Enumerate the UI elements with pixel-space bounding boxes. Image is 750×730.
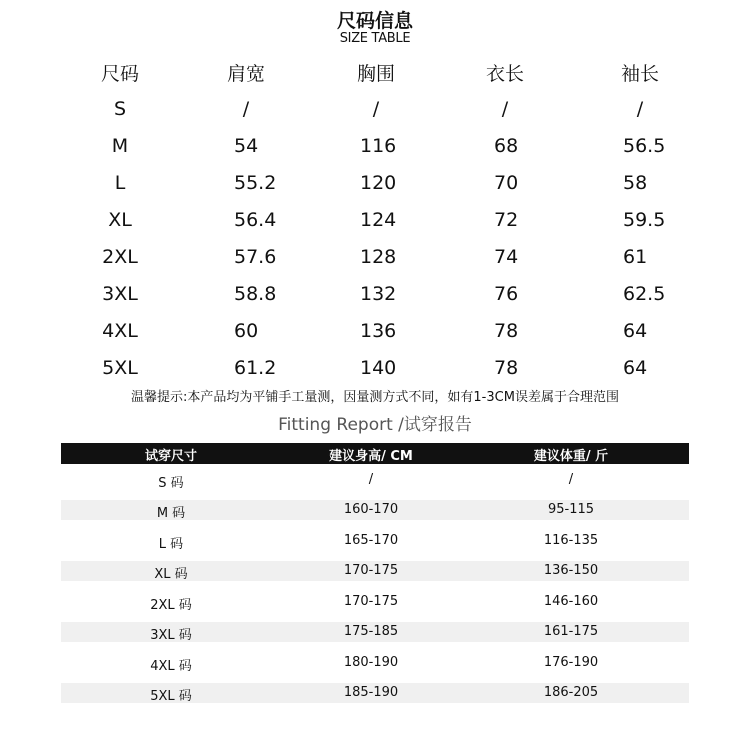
title-english: SIZE TABLE (339, 31, 411, 46)
cell-size: 2XL (102, 246, 138, 268)
cell-sleeve: / (636, 98, 644, 120)
cell-fit-size: 2XL 码 (150, 598, 192, 613)
cell-sleeve: 64 (623, 320, 648, 342)
cell-height: 160-170 (343, 502, 399, 517)
cell-shoulder: 60 (234, 320, 259, 342)
table-row (61, 525, 689, 556)
cell-weight: 146-160 (543, 594, 599, 609)
header-height: 建议身高/ CM (329, 449, 413, 464)
title-chinese: 尺码信息 (336, 10, 413, 32)
cell-chest: 136 (360, 320, 397, 342)
cell-chest: 140 (360, 357, 397, 379)
cell-chest: 128 (360, 246, 397, 268)
table-row (61, 561, 689, 581)
cell-size: S (113, 98, 127, 120)
cell-size: 4XL (102, 320, 138, 342)
cell-sleeve: 56.5 (623, 135, 666, 157)
cell-chest: 132 (360, 283, 397, 305)
cell-chest: 116 (360, 135, 397, 157)
cell-weight: 186-205 (543, 685, 599, 700)
table-row (0, 168, 750, 205)
table-row (61, 586, 689, 617)
size-table-header (0, 56, 750, 94)
cell-sleeve: 64 (623, 357, 648, 379)
cell-length: 78 (494, 320, 519, 342)
cell-weight: 161-175 (543, 624, 599, 639)
table-row (61, 683, 689, 703)
table-row (0, 316, 750, 353)
cell-fit-size: M 码 (156, 506, 186, 521)
cell-chest: 124 (360, 209, 397, 231)
cell-shoulder: 61.2 (234, 357, 277, 379)
fitting-table (61, 443, 689, 708)
cell-length: / (501, 98, 509, 120)
cell-height: 165-170 (343, 533, 399, 548)
cell-size: M (111, 135, 129, 157)
cell-length: 72 (494, 209, 519, 231)
header-sleeve: 袖长 (620, 63, 659, 85)
cell-fit-size: XL 码 (154, 567, 188, 582)
cell-shoulder: 55.2 (234, 172, 277, 194)
cell-size: L (114, 172, 126, 194)
cell-size: 3XL (102, 283, 138, 305)
cell-shoulder: 54 (234, 135, 259, 157)
table-row (0, 205, 750, 242)
fitting-report-title: Fitting Report /试穿报告 (278, 415, 472, 435)
table-row (0, 242, 750, 279)
table-row (0, 353, 750, 390)
fitting-table-header (61, 443, 689, 464)
cell-size: XL (108, 209, 132, 231)
header-shoulder: 肩宽 (226, 63, 265, 85)
header-fit-size: 试穿尺寸 (144, 449, 197, 464)
cell-height: 175-185 (343, 624, 399, 639)
cell-fit-size: 3XL 码 (150, 628, 192, 643)
cell-sleeve: 58 (623, 172, 648, 194)
cell-size: 5XL (102, 357, 138, 379)
cell-fit-size: L 码 (158, 537, 184, 552)
header-weight: 建议体重/ 斤 (533, 449, 609, 464)
cell-shoulder: 58.8 (234, 283, 277, 305)
header-length: 衣长 (485, 63, 524, 85)
table-row (61, 622, 689, 642)
table-row (61, 500, 689, 520)
cell-weight: 136-150 (543, 563, 599, 578)
cell-height: 180-190 (343, 655, 399, 670)
cell-weight: 116-135 (543, 533, 599, 548)
cell-length: 68 (494, 135, 519, 157)
cell-height: 185-190 (343, 685, 399, 700)
cell-length: 78 (494, 357, 519, 379)
cell-sleeve: 62.5 (623, 283, 666, 305)
cell-shoulder: / (242, 98, 250, 120)
cell-height: / (368, 472, 374, 487)
table-row (0, 279, 750, 316)
cell-fit-size: S 码 (158, 476, 184, 491)
cell-shoulder: 57.6 (234, 246, 277, 268)
header-size: 尺码 (100, 63, 139, 85)
cell-weight: / (568, 472, 574, 487)
table-row (0, 94, 750, 131)
cell-weight: 176-190 (543, 655, 599, 670)
table-row (61, 647, 689, 678)
cell-chest: / (372, 98, 380, 120)
measurement-note: 温馨提示:本产品均为平铺手工量测，因量测方式不同，如有1-3CM误差属于合理范围 (131, 390, 619, 405)
cell-chest: 120 (360, 172, 397, 194)
cell-sleeve: 61 (623, 246, 648, 268)
size-table (0, 56, 750, 390)
cell-length: 74 (494, 246, 519, 268)
cell-fit-size: 5XL 码 (150, 689, 192, 704)
cell-length: 76 (494, 283, 519, 305)
cell-sleeve: 59.5 (623, 209, 666, 231)
cell-length: 70 (494, 172, 519, 194)
table-row (61, 464, 689, 495)
header-chest: 胸围 (356, 63, 395, 85)
cell-weight: 95-115 (547, 502, 595, 517)
cell-height: 170-175 (343, 594, 399, 609)
cell-shoulder: 56.4 (234, 209, 277, 231)
cell-fit-size: 4XL 码 (150, 659, 192, 674)
cell-height: 170-175 (343, 563, 399, 578)
table-row (0, 131, 750, 168)
